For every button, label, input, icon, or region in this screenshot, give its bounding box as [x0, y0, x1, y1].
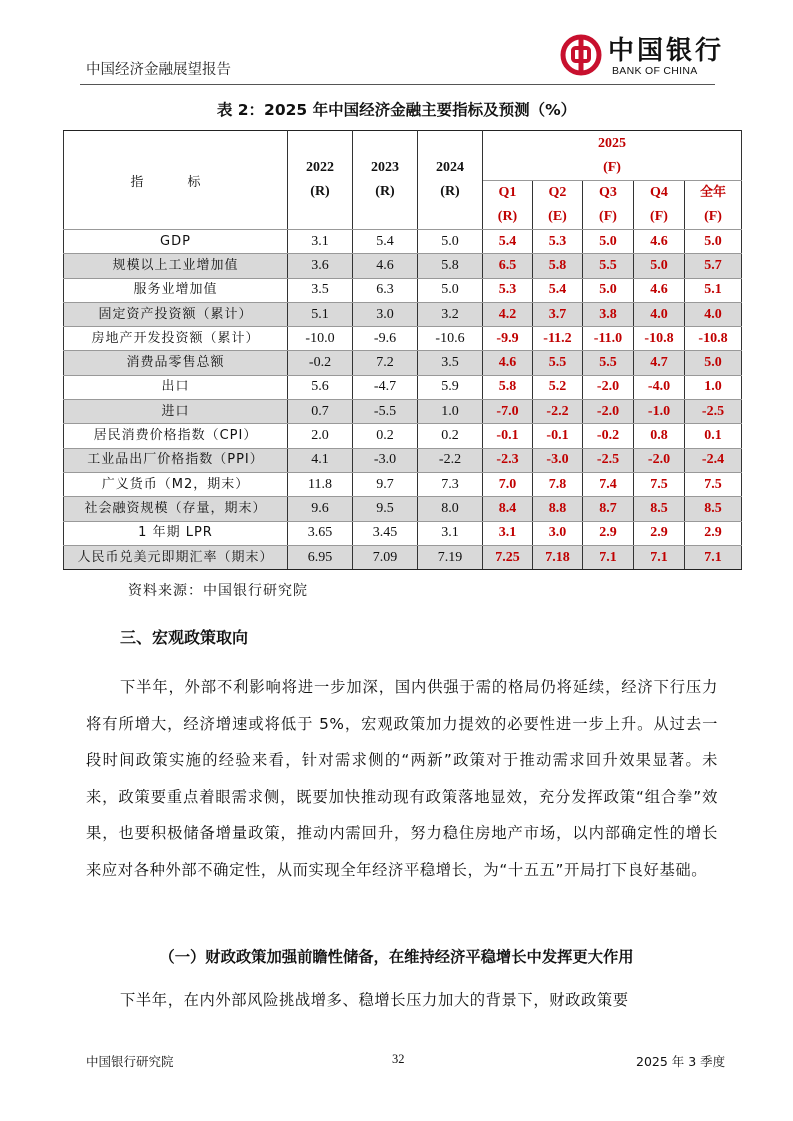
- sub-section-heading: （一）财政政策加强前瞻性储备，在维持经济平稳增长中发挥更大作用: [159, 948, 634, 966]
- section-heading: 三、宏观政策取向: [120, 628, 249, 647]
- forecast-value-cell: -0.2: [583, 424, 634, 448]
- historical-value-cell: 3.6: [288, 254, 353, 278]
- indicator-name: 工业品出厂价格指数（PPI）: [64, 448, 288, 472]
- table-row: [64, 302, 742, 326]
- forecast-value-cell: -10.8: [634, 327, 685, 351]
- forecast-value-cell: 4.7: [634, 351, 685, 375]
- historical-value-cell: 5.9: [418, 375, 483, 399]
- bank-logo: [560, 32, 725, 82]
- historical-value-cell: 3.1: [418, 521, 483, 545]
- forecast-value-cell: 8.5: [634, 497, 685, 521]
- forecast-value-cell: 4.6: [634, 278, 685, 302]
- logo-chinese-name: 中国银行: [608, 36, 725, 66]
- forecast-value-cell: -2.5: [685, 400, 742, 424]
- forecast-value-cell: 5.0: [634, 254, 685, 278]
- logo-english-name: BANK OF CHINA: [612, 65, 698, 77]
- historical-value-cell: 3.5: [418, 351, 483, 375]
- historical-value-cell: 4.1: [288, 448, 353, 472]
- table-row: [64, 400, 742, 424]
- historical-value-cell: -5.5: [353, 400, 418, 424]
- forecast-value-cell: 5.4: [533, 278, 583, 302]
- forecast-value-cell: -0.1: [483, 424, 533, 448]
- historical-value-cell: 0.2: [353, 424, 418, 448]
- year-header-2023: 2023 (R): [353, 131, 418, 230]
- forecast-value-cell: 3.8: [583, 302, 634, 326]
- historical-value-cell: 9.5: [353, 497, 418, 521]
- indicator-name: 居民消费价格指数（CPI）: [64, 424, 288, 448]
- forecast-value-cell: -1.0: [634, 400, 685, 424]
- forecast-value-cell: -11.0: [583, 327, 634, 351]
- historical-value-cell: 5.6: [288, 375, 353, 399]
- quarter-header-q1: Q1 (R): [483, 181, 533, 230]
- historical-value-cell: 5.0: [418, 230, 483, 254]
- historical-value-cell: 9.7: [353, 472, 418, 496]
- forecast-value-cell: -2.0: [634, 448, 685, 472]
- forecast-value-cell: 5.5: [583, 351, 634, 375]
- historical-value-cell: -10.0: [288, 327, 353, 351]
- historical-value-cell: -4.7: [353, 375, 418, 399]
- historical-value-cell: 0.2: [418, 424, 483, 448]
- source-note: 资料来源：中国银行研究院: [128, 583, 308, 599]
- forecast-year-header: 2025 (F): [483, 131, 742, 181]
- forecast-value-cell: 4.0: [634, 302, 685, 326]
- historical-value-cell: -9.6: [353, 327, 418, 351]
- indicator-name: 广义货币（M2，期末）: [64, 472, 288, 496]
- table-row: [64, 230, 742, 254]
- forecast-value-cell: -2.4: [685, 448, 742, 472]
- forecast-value-cell: 5.4: [483, 230, 533, 254]
- forecast-value-cell: 5.5: [583, 254, 634, 278]
- table-title: 表 2：2025 年中国经济金融主要指标及预测（%）: [216, 101, 577, 119]
- historical-value-cell: 3.5: [288, 278, 353, 302]
- forecast-value-cell: 0.8: [634, 424, 685, 448]
- historical-value-cell: 3.0: [353, 302, 418, 326]
- quarter-header-q3: Q3 (F): [583, 181, 634, 230]
- indicator-name: GDP: [64, 230, 288, 254]
- historical-value-cell: 3.2: [418, 302, 483, 326]
- historical-value-cell: -2.2: [418, 448, 483, 472]
- forecast-value-cell: 5.3: [533, 230, 583, 254]
- historical-value-cell: -3.0: [353, 448, 418, 472]
- historical-value-cell: 3.45: [353, 521, 418, 545]
- indicator-column-header: 指 标: [64, 131, 288, 230]
- forecast-value-cell: -4.0: [634, 375, 685, 399]
- indicator-name: 服务业增加值: [64, 278, 288, 302]
- forecast-value-cell: 8.7: [583, 497, 634, 521]
- table-row: [64, 278, 742, 302]
- historical-value-cell: 6.3: [353, 278, 418, 302]
- historical-value-cell: 2.0: [288, 424, 353, 448]
- historical-value-cell: 7.3: [418, 472, 483, 496]
- forecast-value-cell: 8.5: [685, 497, 742, 521]
- indicator-name: 规模以上工业增加值: [64, 254, 288, 278]
- indicator-name: 消费品零售总额: [64, 351, 288, 375]
- forecast-value-cell: 4.6: [634, 230, 685, 254]
- header-divider: [80, 84, 715, 85]
- table-row: [64, 497, 742, 521]
- forecast-value-cell: 7.5: [685, 472, 742, 496]
- forecast-value-cell: -10.8: [685, 327, 742, 351]
- indicator-name: 社会融资规模（存量，期末）: [64, 497, 288, 521]
- report-title: 中国经济金融展望报告: [86, 62, 231, 78]
- table-row: [64, 545, 742, 569]
- quarter-header-q2: Q2 (E): [533, 181, 583, 230]
- indicator-name: 固定资产投资额（累计）: [64, 302, 288, 326]
- footer-publisher: 中国银行研究院: [86, 1054, 174, 1069]
- forecast-value-cell: 5.2: [533, 375, 583, 399]
- year-header-2024: 2024 (R): [418, 131, 483, 230]
- forecast-value-cell: 7.5: [634, 472, 685, 496]
- forecast-value-cell: -11.2: [533, 327, 583, 351]
- forecast-value-cell: 5.0: [583, 230, 634, 254]
- historical-value-cell: 5.4: [353, 230, 418, 254]
- forecast-value-cell: 0.1: [685, 424, 742, 448]
- table-row: [64, 327, 742, 351]
- historical-value-cell: 11.8: [288, 472, 353, 496]
- forecast-value-cell: 5.5: [533, 351, 583, 375]
- quarter-header-q4: Q4 (F): [634, 181, 685, 230]
- forecast-value-cell: 3.7: [533, 302, 583, 326]
- historical-value-cell: 7.2: [353, 351, 418, 375]
- year-header-2022: 2022 (R): [288, 131, 353, 230]
- indicator-name: 人民币兑美元即期汇率（期末）: [64, 545, 288, 569]
- forecast-value-cell: 5.7: [685, 254, 742, 278]
- forecast-value-cell: 3.1: [483, 521, 533, 545]
- forecast-value-cell: 8.8: [533, 497, 583, 521]
- historical-value-cell: 5.1: [288, 302, 353, 326]
- forecast-value-cell: 5.8: [533, 254, 583, 278]
- historical-value-cell: 3.65: [288, 521, 353, 545]
- forecast-value-cell: 7.1: [634, 545, 685, 569]
- table-row: [64, 351, 742, 375]
- historical-value-cell: 3.1: [288, 230, 353, 254]
- forecast-value-cell: 5.0: [685, 230, 742, 254]
- forecast-value-cell: 2.9: [685, 521, 742, 545]
- forecast-value-cell: 4.6: [483, 351, 533, 375]
- indicator-name: 1 年期 LPR: [64, 521, 288, 545]
- forecast-value-cell: 6.5: [483, 254, 533, 278]
- forecast-value-cell: 3.0: [533, 521, 583, 545]
- forecast-value-cell: 8.4: [483, 497, 533, 521]
- indicator-name: 进口: [64, 400, 288, 424]
- forecast-value-cell: -2.5: [583, 448, 634, 472]
- forecast-value-cell: 5.0: [583, 278, 634, 302]
- table-row: [64, 375, 742, 399]
- historical-value-cell: 0.7: [288, 400, 353, 424]
- table-row: [64, 448, 742, 472]
- forecast-value-cell: -2.0: [583, 400, 634, 424]
- forecast-value-cell: -0.1: [533, 424, 583, 448]
- historical-value-cell: 7.19: [418, 545, 483, 569]
- forecast-value-cell: 7.18: [533, 545, 583, 569]
- historical-value-cell: 5.8: [418, 254, 483, 278]
- table-row: [64, 424, 742, 448]
- historical-value-cell: 4.6: [353, 254, 418, 278]
- indicator-name: 出口: [64, 375, 288, 399]
- bank-emblem-icon: [560, 34, 602, 76]
- forecast-value-cell: 7.1: [685, 545, 742, 569]
- forecast-value-cell: 7.8: [533, 472, 583, 496]
- historical-value-cell: 5.0: [418, 278, 483, 302]
- page-number: 32: [392, 1052, 405, 1066]
- forecast-value-cell: 7.1: [583, 545, 634, 569]
- historical-value-cell: 6.95: [288, 545, 353, 569]
- forecast-value-cell: 7.4: [583, 472, 634, 496]
- body-paragraph: 下半年，外部不利影响将进一步加深，国内供强于需的格局仍将延续，经济下行压力将有所增大，经济增速或将低于 5%，宏观政策加力提效的必要性进一步上升。从过去一段时间政策实施的经验来看，针对需求侧的“两新”政策对于推动需求回升效果显著。未来，政策要重点着眼需求侧，既要加快推动现有政策落地显效，充分发挥政策“组合拳”效果，也要积极储备增量政策，推动内需回升，努力稳住房地产市场，以内部确定性的增长来应对各种外部不确定性，从而实现全年经济平稳增长，为“十五五”开局打下良好基础。: [86, 678, 718, 879]
- forecast-value-cell: -2.0: [583, 375, 634, 399]
- forecast-value-cell: 7.25: [483, 545, 533, 569]
- body-paragraph-continued: 下半年，在内外部风险挑战增多、稳增长压力加大的背景下，财政政策要: [120, 991, 629, 1009]
- forecast-value-cell: -3.0: [533, 448, 583, 472]
- forecast-value-cell: -2.3: [483, 448, 533, 472]
- historical-value-cell: -0.2: [288, 351, 353, 375]
- forecast-value-cell: 7.0: [483, 472, 533, 496]
- forecast-value-cell: 5.3: [483, 278, 533, 302]
- forecast-value-cell: -9.9: [483, 327, 533, 351]
- forecast-value-cell: 2.9: [634, 521, 685, 545]
- forecast-value-cell: 5.1: [685, 278, 742, 302]
- forecast-value-cell: 5.8: [483, 375, 533, 399]
- forecast-value-cell: 2.9: [583, 521, 634, 545]
- forecast-value-cell: 1.0: [685, 375, 742, 399]
- forecast-value-cell: -2.2: [533, 400, 583, 424]
- table-row: [64, 254, 742, 278]
- forecast-value-cell: 5.0: [685, 351, 742, 375]
- historical-value-cell: -10.6: [418, 327, 483, 351]
- forecast-value-cell: 4.0: [685, 302, 742, 326]
- table-row: [64, 521, 742, 545]
- historical-value-cell: 8.0: [418, 497, 483, 521]
- forecast-value-cell: -7.0: [483, 400, 533, 424]
- quarter-header-full-year: 全年 (F): [685, 181, 742, 230]
- historical-value-cell: 9.6: [288, 497, 353, 521]
- footer-period: 2025 年 3 季度: [636, 1054, 726, 1069]
- indicators-table: [63, 130, 742, 570]
- forecast-value-cell: 4.2: [483, 302, 533, 326]
- table-row: [64, 472, 742, 496]
- historical-value-cell: 1.0: [418, 400, 483, 424]
- indicator-name: 房地产开发投资额（累计）: [64, 327, 288, 351]
- historical-value-cell: 7.09: [353, 545, 418, 569]
